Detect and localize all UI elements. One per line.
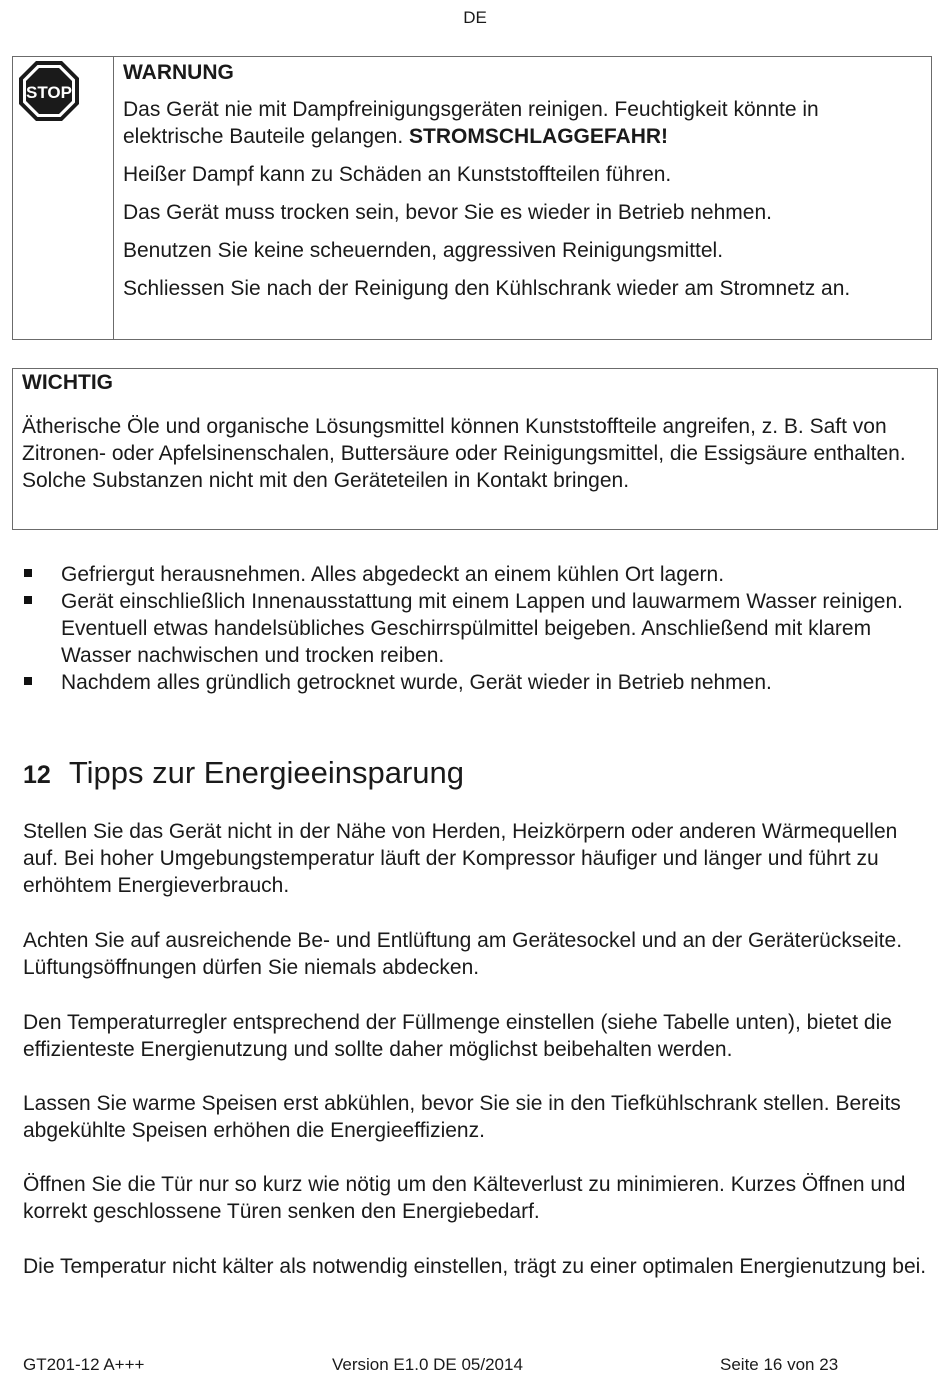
warning-paragraph: Schliessen Sie nach der Reinigung den Kühlschrank wieder am Stromnetz an. — [123, 277, 851, 300]
warning-paragraph-text: Das Gerät nie mit Dampfreinigungsgeräten reinigen. Feuchtigkeit könnte in elektrische Bauteile gelangen. — [123, 98, 819, 148]
list-item — [20, 588, 920, 669]
section-title: Tipps zur Energieeinsparung — [68, 755, 465, 790]
stop-sign-text: STOP — [26, 83, 72, 102]
warning-text — [123, 57, 923, 302]
warning-paragraph: Heißer Dampf kann zu Schäden an Kunststoffteilen führen. — [123, 163, 672, 186]
bullet-square-icon — [24, 677, 32, 685]
warning-icon-cell — [13, 57, 114, 339]
important-body: Ätherische Öle und organische Lösungsmittel können Kunststoffteile angreifen, z. B. Saft von Zitronen- oder Apfelsinenschalen, Buttersäure oder Reinigungsmittel, die Essigsäure enthalten. Solche Substanzen nicht mit den Geräteteilen in Kontakt bringen. — [22, 415, 906, 492]
warning-paragraph: Das Gerät muss trocken sein, bevor Sie es wieder in Betrieb nehmen. — [123, 201, 772, 224]
paragraph: Achten Sie auf ausreichende Be- und Entlüftung am Gerätesockel und an der Geräterückseite. Lüftungsöffnungen dürfen Sie niemals abdecken. — [23, 929, 903, 979]
bullet-square-icon — [24, 596, 32, 604]
cleaning-steps-list — [20, 561, 920, 696]
list-item-text: Nachdem alles gründlich getrocknet wurde, Gerät wieder in Betrieb nehmen. — [61, 671, 772, 694]
warning-box — [12, 56, 932, 340]
footer-version: Version E1.0 DE 05/2014 — [332, 1355, 523, 1374]
paragraph: Den Temperaturregler entsprechend der Füllmenge einstellen (siehe Tabelle unten), bietet die effizienteste Energienutzung und sollte daher möglichst beibehalten werden. — [23, 1011, 892, 1061]
page-language-label: DE — [463, 8, 487, 27]
paragraph: Stellen Sie das Gerät nicht in der Nähe von Herden, Heizkörpern oder anderen Wärmequellen auf. Bei hoher Umgebungstemperatur läuft der Kompressor häufiger und länger und führt zu erhöhtem Energieverbrauch. — [23, 820, 898, 897]
paragraph: Die Temperatur nicht kälter als notwendig einstellen, trägt zu einer optimalen Energienutzung bei. — [23, 1255, 927, 1278]
list-item — [20, 561, 920, 588]
warning-title: WARNUNG — [123, 61, 234, 84]
warning-paragraph: Benutzen Sie keine scheuernden, aggressiven Reinigungsmittel. — [123, 239, 724, 262]
list-item-text: Gerät einschließlich Innenausstattung mit einem Lappen und lauwarmem Wasser reinigen. Eventuell etwas handelsübliches Geschirrspülmittel beigeben. Anschließend mit klarem Wasser nachwischen und trocken reiben. — [61, 590, 903, 667]
section-number: 12 — [23, 761, 51, 789]
paragraph: Öffnen Sie die Tür nur so kurz wie nötig um den Kälteverlust zu minimieren. Kurzes Öffnen und korrekt geschlossene Türen senken den Energiebedarf. — [23, 1173, 906, 1223]
warning-paragraph — [123, 96, 923, 150]
important-title: WICHTIG — [22, 371, 113, 394]
list-item-text: Gefriergut herausnehmen. Alles abgedeckt an einem kühlen Ort lagern. — [61, 563, 725, 586]
footer-page-number: Seite 16 von 23 — [720, 1355, 839, 1374]
paragraph: Lassen Sie warme Speisen erst abkühlen, bevor Sie sie in den Tiefkühlschrank stellen. Bereits abgekühlte Speisen erhöhen die Energieeffizienz. — [23, 1092, 901, 1142]
section-heading — [23, 755, 464, 793]
footer-model: GT201-12 A+++ — [23, 1355, 145, 1374]
stop-sign-icon — [18, 60, 80, 122]
list-item — [20, 669, 920, 696]
bullet-square-icon — [24, 569, 32, 577]
warning-danger-text: STROMSCHLAGGEFAHR! — [409, 125, 669, 148]
important-box — [12, 368, 938, 530]
